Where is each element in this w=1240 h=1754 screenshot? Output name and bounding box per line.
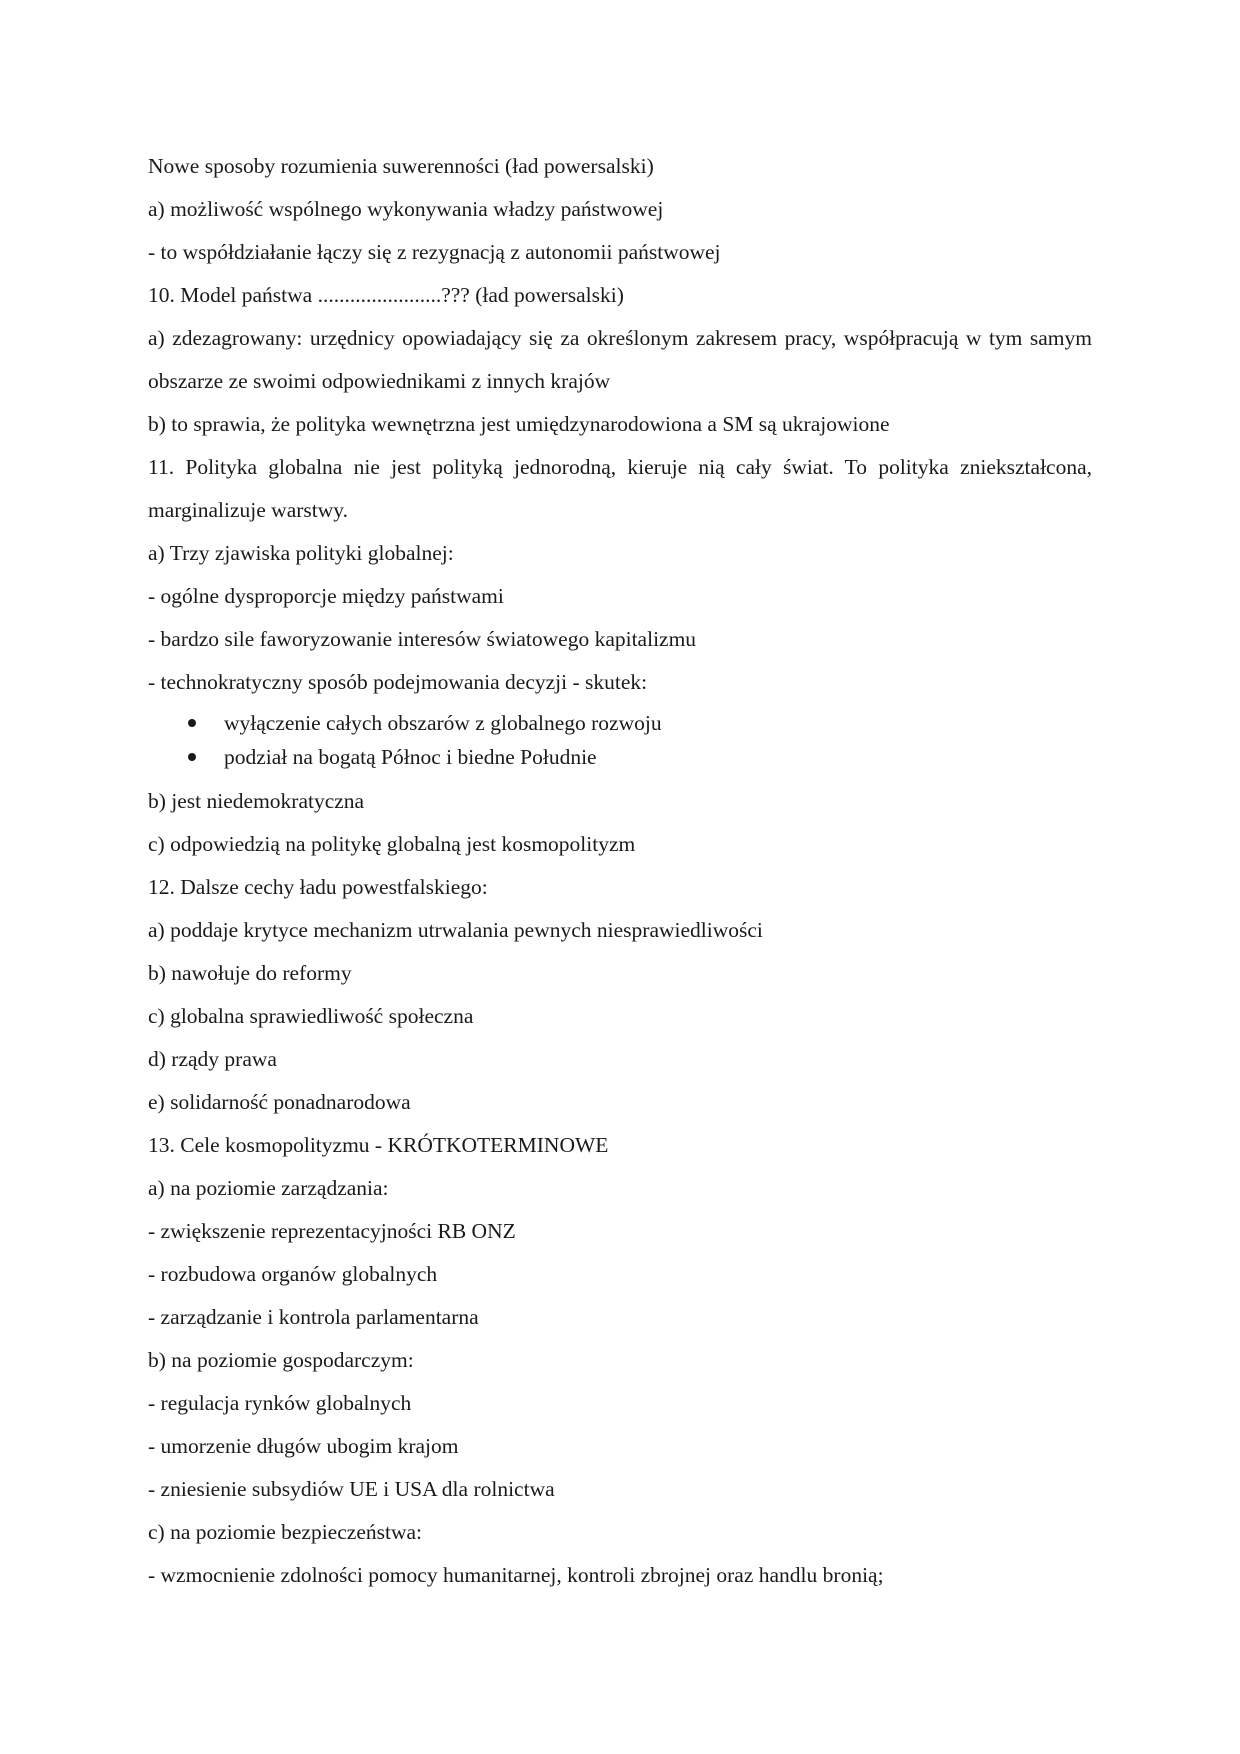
text-line: b) to sprawia, że polityka wewnętrzna jest umiędzynarodowiona a SM są ukrajowione bbox=[148, 412, 890, 436]
text-line: - zwiększenie reprezentacyjności RB ONZ bbox=[148, 1219, 516, 1243]
text-line: c) odpowiedzią na politykę globalną jest kosmopolityzm bbox=[148, 832, 636, 856]
text-line: - ogólne dysproporcje między państwami bbox=[148, 584, 504, 608]
text-line: c) globalna sprawiedliwość społeczna bbox=[148, 1004, 474, 1028]
text-line: - technokratyczny sposób podejmowania decyzji - skutek: bbox=[148, 670, 648, 694]
text-line: - umorzenie długów ubogim krajom bbox=[148, 1434, 459, 1458]
text-line: - regulacja rynków globalnych bbox=[148, 1391, 412, 1415]
bullet-icon bbox=[188, 753, 196, 761]
text-line: a) poddaje krytyce mechanizm utrwalania pewnych niesprawiedliwości bbox=[148, 918, 763, 942]
bullet-icon bbox=[188, 719, 196, 727]
text-line: d) rządy prawa bbox=[148, 1047, 277, 1071]
text-line: - zniesienie subsydiów UE i USA dla rolnictwa bbox=[148, 1477, 555, 1501]
text-line: a) na poziomie zarządzania: bbox=[148, 1176, 389, 1200]
numbered-paragraph: 11. Polityka globalna nie jest polityką jednorodną, kieruje nią cały świat. To polityka zniekształcona, marginalizuje warstwy. bbox=[148, 455, 1092, 522]
list-item bbox=[148, 740, 1092, 774]
section-heading: Nowe sposoby rozumienia suwerenności (ład powersalski) bbox=[148, 154, 654, 178]
paragraph: a) zdezagrowany: urzędnicy opowiadający się za określonym zakresem pracy, współpracują w tym samym obszarze ze swoimi odpowiednikami z innych krajów bbox=[148, 326, 1092, 393]
text-line: a) możliwość wspólnego wykonywania władzy państwowej bbox=[148, 197, 664, 221]
bullet-list bbox=[148, 704, 1092, 780]
text-line: - zarządzanie i kontrola parlamentarna bbox=[148, 1305, 479, 1329]
numbered-heading: 12. Dalsze cechy ładu powestfalskiego: bbox=[148, 875, 488, 899]
text-line: - to współdziałanie łączy się z rezygnacją z autonomii państwowej bbox=[148, 240, 721, 264]
text-line: b) na poziomie gospodarczym: bbox=[148, 1348, 414, 1372]
text-line: - rozbudowa organów globalnych bbox=[148, 1262, 438, 1286]
text-line: b) nawołuje do reformy bbox=[148, 961, 352, 985]
numbered-heading: 13. Cele kosmopolityzmu - KRÓTKOTERMINOWE bbox=[148, 1133, 609, 1157]
text-line: - wzmocnienie zdolności pomocy humanitarnej, kontroli zbrojnej oraz handlu bronią; bbox=[148, 1563, 884, 1587]
list-item-text: wyłączenie całych obszarów z globalnego rozwoju bbox=[224, 711, 662, 735]
document-page bbox=[148, 145, 1092, 1597]
text-line: - bardzo sile faworyzowanie interesów światowego kapitalizmu bbox=[148, 627, 697, 651]
list-item-text: podział na bogatą Północ i biedne Południe bbox=[224, 745, 597, 769]
text-line: b) jest niedemokratyczna bbox=[148, 789, 365, 813]
text-line: a) Trzy zjawiska polityki globalnej: bbox=[148, 541, 454, 565]
numbered-heading: 10. Model państwa .......................??? (ład powersalski) bbox=[148, 283, 624, 307]
text-line: e) solidarność ponadnarodowa bbox=[148, 1090, 411, 1114]
list-item bbox=[148, 706, 1092, 740]
text-line: c) na poziomie bezpieczeństwa: bbox=[148, 1520, 422, 1544]
